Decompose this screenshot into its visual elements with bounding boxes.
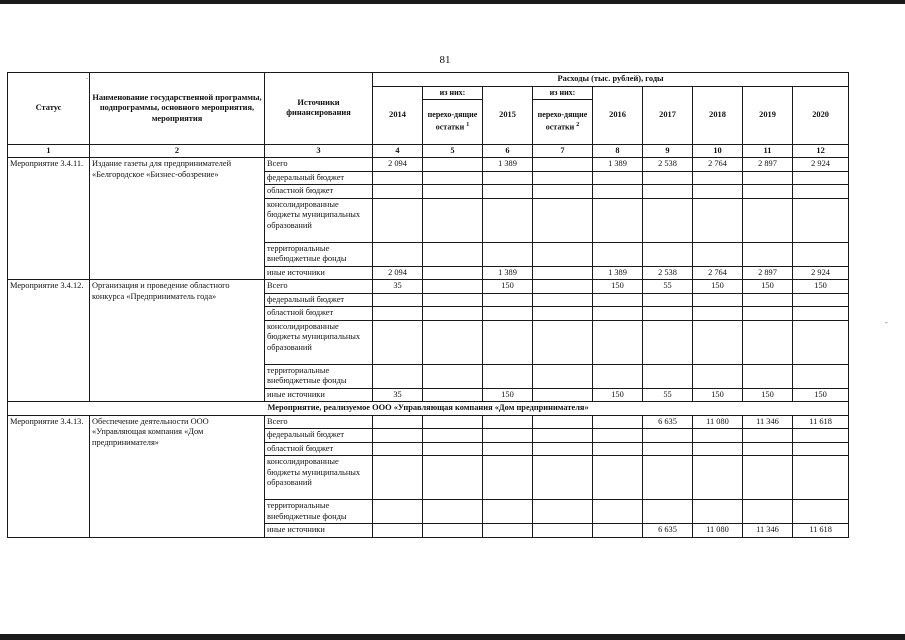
value-cell	[423, 158, 483, 172]
source-consolidated: консолидированные бюджеты муниципальных образований	[265, 456, 373, 500]
value-cell	[373, 198, 423, 242]
value-cell: 6 635	[643, 524, 693, 538]
header-2014: 2014	[373, 86, 423, 144]
value-cell: 11 346	[743, 524, 793, 538]
value-cell: 2 764	[693, 266, 743, 280]
source-total: Всего	[265, 280, 373, 294]
value-cell	[483, 307, 533, 321]
value-cell: 11 080	[693, 415, 743, 429]
source-federal: федеральный бюджет	[265, 171, 373, 185]
value-cell	[793, 185, 849, 199]
source-other: иные источники	[265, 388, 373, 402]
value-cell	[693, 171, 743, 185]
value-cell	[533, 171, 593, 185]
value-cell	[693, 320, 743, 364]
value-cell: 1 389	[593, 266, 643, 280]
column-number: 8	[593, 144, 643, 158]
value-cell	[643, 171, 693, 185]
value-cell	[693, 307, 743, 321]
value-cell	[643, 307, 693, 321]
value-cell: 2 924	[793, 158, 849, 172]
source-regional: областной бюджет	[265, 307, 373, 321]
column-number: 12	[793, 144, 849, 158]
value-cell	[483, 320, 533, 364]
value-cell	[483, 185, 533, 199]
value-cell	[793, 198, 849, 242]
value-cell	[693, 442, 743, 456]
value-cell: 2 897	[743, 158, 793, 172]
value-cell	[423, 500, 483, 524]
source-federal: федеральный бюджет	[265, 293, 373, 307]
value-cell	[693, 198, 743, 242]
column-number: 11	[743, 144, 793, 158]
value-cell: 150	[593, 280, 643, 294]
value-cell	[593, 198, 643, 242]
value-cell	[693, 500, 743, 524]
event-status: Мероприятие 3.4.12.	[8, 280, 90, 402]
event-status: Мероприятие 3.4.11.	[8, 158, 90, 280]
value-cell	[793, 307, 849, 321]
value-cell	[423, 198, 483, 242]
value-cell	[693, 429, 743, 443]
value-cell	[373, 524, 423, 538]
value-cell	[593, 456, 643, 500]
value-cell: 150	[693, 388, 743, 402]
value-cell	[793, 242, 849, 266]
value-cell	[793, 364, 849, 388]
source-regional: областной бюджет	[265, 185, 373, 199]
source-other: иные источники	[265, 266, 373, 280]
value-cell	[483, 456, 533, 500]
value-cell	[373, 415, 423, 429]
value-cell	[373, 171, 423, 185]
value-cell	[373, 500, 423, 524]
column-number: 7	[533, 144, 593, 158]
value-cell	[483, 429, 533, 443]
value-cell	[693, 456, 743, 500]
value-cell	[743, 442, 793, 456]
value-cell	[533, 185, 593, 199]
header-expenses: Расходы (тыс. рублей), годы	[373, 73, 849, 87]
column-number: 1	[8, 144, 90, 158]
value-cell	[373, 442, 423, 456]
value-cell	[533, 307, 593, 321]
value-cell	[373, 242, 423, 266]
column-number: 9	[643, 144, 693, 158]
value-cell	[593, 320, 643, 364]
source-regional: областной бюджет	[265, 442, 373, 456]
table-row	[8, 158, 849, 172]
header-carry-1: перехо-дящие остатки $^1$	[423, 99, 483, 144]
value-cell	[643, 320, 693, 364]
value-cell	[423, 388, 483, 402]
value-cell: 55	[643, 280, 693, 294]
value-cell	[533, 293, 593, 307]
value-cell: 11 080	[693, 524, 743, 538]
value-cell	[693, 293, 743, 307]
event-status: Мероприятие 3.4.13.	[8, 415, 90, 537]
value-cell	[743, 456, 793, 500]
header-2018: 2018	[693, 86, 743, 144]
section-title: Мероприятие, реализуемое ООО «Управляющая компания «Дом предпринимателя»	[8, 402, 849, 416]
value-cell	[423, 266, 483, 280]
value-cell	[593, 429, 643, 443]
value-cell	[533, 158, 593, 172]
value-cell	[533, 266, 593, 280]
column-number-row	[8, 144, 849, 158]
value-cell: 1 389	[483, 266, 533, 280]
value-cell: 11 346	[743, 415, 793, 429]
bottom-scan-border	[0, 634, 905, 640]
budget-table	[7, 72, 849, 538]
value-cell: 150	[743, 280, 793, 294]
scan-mark: .	[86, 72, 88, 81]
value-cell	[423, 280, 483, 294]
value-cell	[743, 320, 793, 364]
column-number: 4	[373, 144, 423, 158]
column-number: 5	[423, 144, 483, 158]
value-cell	[483, 171, 533, 185]
value-cell: 150	[483, 280, 533, 294]
value-cell: 35	[373, 388, 423, 402]
value-cell	[743, 307, 793, 321]
value-cell	[793, 171, 849, 185]
value-cell: 150	[593, 388, 643, 402]
value-cell	[483, 415, 533, 429]
event-name: Издание газеты для предпринимателей «Белгородское «Бизнес-обозрение»	[90, 158, 265, 280]
value-cell: 2 764	[693, 158, 743, 172]
source-territorial: территориальные внебюджетные фонды	[265, 364, 373, 388]
value-cell: 2 538	[643, 158, 693, 172]
value-cell: 1 389	[593, 158, 643, 172]
value-cell	[593, 415, 643, 429]
source-consolidated: консолидированные бюджеты муниципальных образований	[265, 320, 373, 364]
value-cell	[693, 185, 743, 199]
source-total: Всего	[265, 158, 373, 172]
value-cell	[793, 456, 849, 500]
header-2017: 2017	[643, 86, 693, 144]
value-cell	[743, 198, 793, 242]
value-cell	[743, 364, 793, 388]
value-cell	[643, 185, 693, 199]
value-cell	[793, 293, 849, 307]
value-cell	[483, 293, 533, 307]
value-cell	[793, 429, 849, 443]
header-iz-nih-2: из них:	[533, 86, 593, 99]
value-cell	[593, 171, 643, 185]
value-cell	[423, 320, 483, 364]
value-cell	[593, 185, 643, 199]
value-cell	[423, 364, 483, 388]
value-cell	[533, 198, 593, 242]
value-cell	[743, 171, 793, 185]
value-cell: 150	[483, 388, 533, 402]
value-cell	[693, 242, 743, 266]
value-cell	[423, 171, 483, 185]
source-territorial: территориальные внебюджетные фонды	[265, 500, 373, 524]
event-name: Организация и проведение областного конкурса «Предприниматель года»	[90, 280, 265, 402]
value-cell: 150	[693, 280, 743, 294]
value-cell	[643, 242, 693, 266]
header-iz-nih-1: из них:	[423, 86, 483, 99]
value-cell: 6 635	[643, 415, 693, 429]
value-cell: 11 618	[793, 524, 849, 538]
value-cell	[593, 307, 643, 321]
value-cell	[483, 500, 533, 524]
source-territorial: территориальные внебюджетные фонды	[265, 242, 373, 266]
value-cell	[483, 364, 533, 388]
scan-mark: -	[885, 318, 888, 327]
value-cell	[743, 242, 793, 266]
value-cell	[423, 307, 483, 321]
value-cell: 2 094	[373, 158, 423, 172]
table-row	[8, 415, 849, 429]
header-2020: 2020	[793, 86, 849, 144]
value-cell	[533, 456, 593, 500]
section-row	[8, 402, 849, 416]
value-cell	[793, 320, 849, 364]
value-cell	[743, 429, 793, 443]
value-cell	[643, 293, 693, 307]
top-scan-border	[0, 0, 905, 4]
header-2019: 2019	[743, 86, 793, 144]
page-number: 81	[439, 54, 451, 66]
source-total: Всего	[265, 415, 373, 429]
column-number: 3	[265, 144, 373, 158]
value-cell	[423, 293, 483, 307]
column-number: 6	[483, 144, 533, 158]
value-cell	[373, 429, 423, 443]
value-cell	[483, 198, 533, 242]
value-cell	[423, 429, 483, 443]
value-cell	[593, 442, 643, 456]
event-name: Обеспечение деятельности ООО «Управляющая компания «Дом предпринимателя»	[90, 415, 265, 537]
value-cell	[593, 293, 643, 307]
value-cell: 2 094	[373, 266, 423, 280]
value-cell: 55	[643, 388, 693, 402]
value-cell: 2 538	[643, 266, 693, 280]
value-cell	[533, 442, 593, 456]
value-cell	[423, 456, 483, 500]
value-cell	[373, 307, 423, 321]
value-cell	[373, 185, 423, 199]
value-cell	[643, 442, 693, 456]
value-cell: 2 897	[743, 266, 793, 280]
source-other: иные источники	[265, 524, 373, 538]
value-cell	[693, 364, 743, 388]
value-cell: 150	[743, 388, 793, 402]
value-cell	[533, 524, 593, 538]
value-cell	[423, 185, 483, 199]
header-status: Статус	[8, 73, 90, 145]
value-cell	[373, 364, 423, 388]
source-consolidated: консолидированные бюджеты муниципальных образований	[265, 198, 373, 242]
value-cell	[373, 293, 423, 307]
header-sources: Источники финансирования	[265, 73, 373, 145]
value-cell	[483, 524, 533, 538]
source-federal: федеральный бюджет	[265, 429, 373, 443]
value-cell	[533, 415, 593, 429]
value-cell	[643, 429, 693, 443]
value-cell	[373, 320, 423, 364]
header-carry-2: перехо-дящие остатки $^2$	[533, 99, 593, 144]
value-cell	[533, 280, 593, 294]
value-cell	[533, 364, 593, 388]
header-2015: 2015	[483, 86, 533, 144]
value-cell: 35	[373, 280, 423, 294]
value-cell	[643, 364, 693, 388]
value-cell: 150	[793, 280, 849, 294]
value-cell	[643, 198, 693, 242]
value-cell	[423, 442, 483, 456]
value-cell: 1 389	[483, 158, 533, 172]
value-cell	[593, 364, 643, 388]
value-cell	[593, 242, 643, 266]
value-cell: 150	[793, 388, 849, 402]
table-row	[8, 280, 849, 294]
value-cell	[483, 442, 533, 456]
value-cell	[793, 500, 849, 524]
value-cell	[483, 242, 533, 266]
value-cell	[593, 524, 643, 538]
column-number: 10	[693, 144, 743, 158]
value-cell	[533, 242, 593, 266]
value-cell	[643, 456, 693, 500]
value-cell	[643, 500, 693, 524]
value-cell	[533, 388, 593, 402]
value-cell	[593, 500, 643, 524]
value-cell	[423, 524, 483, 538]
value-cell	[533, 429, 593, 443]
value-cell	[423, 242, 483, 266]
value-cell	[743, 185, 793, 199]
column-number: 2	[90, 144, 265, 158]
value-cell	[533, 320, 593, 364]
value-cell	[373, 456, 423, 500]
value-cell	[533, 500, 593, 524]
header-name: Наименование государственной программы, подпрограммы, основного мероприятия, мероприятия	[90, 73, 265, 145]
value-cell	[793, 442, 849, 456]
value-cell	[743, 500, 793, 524]
value-cell: 2 924	[793, 266, 849, 280]
value-cell	[423, 415, 483, 429]
header-2016: 2016	[593, 86, 643, 144]
value-cell: 11 618	[793, 415, 849, 429]
value-cell	[743, 293, 793, 307]
